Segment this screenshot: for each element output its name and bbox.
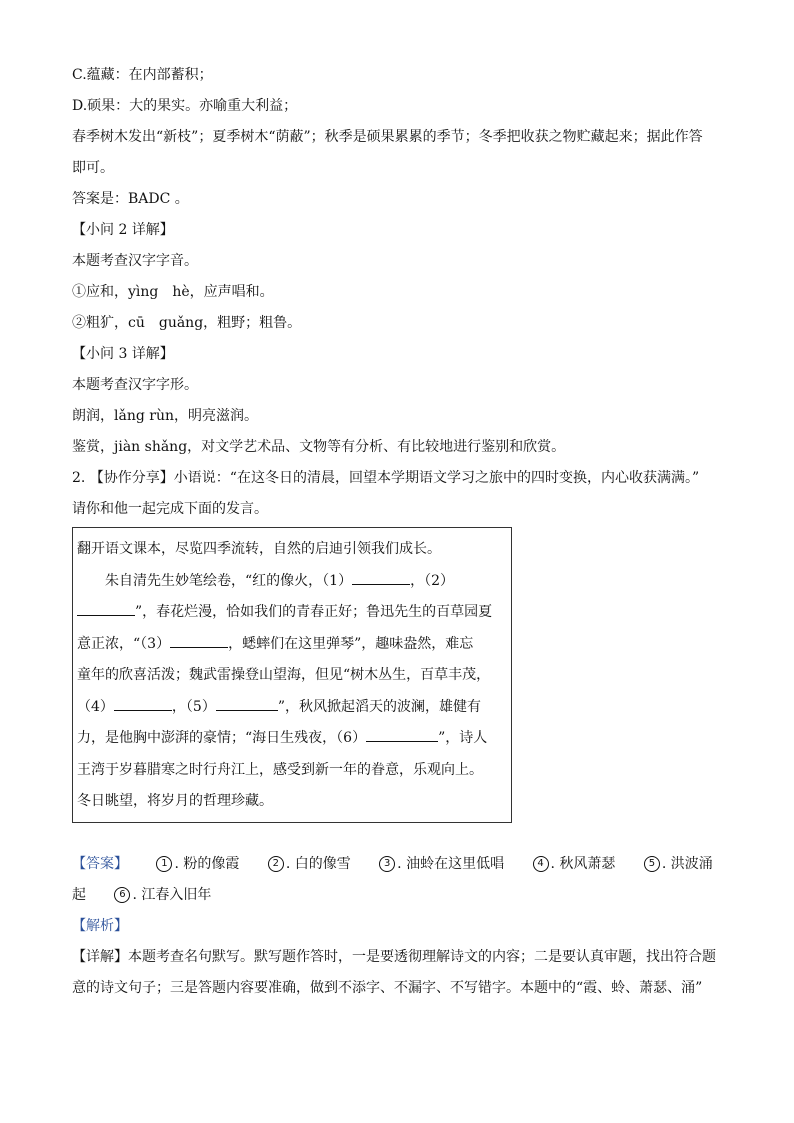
answer-text: 起: [72, 886, 86, 903]
circled-number: 2: [268, 856, 284, 872]
blank-5[interactable]: [216, 696, 278, 711]
detail-line: 意的诗文句子；三是答题内容要准确，做到不添字、不漏字、不写错字。本题中的“霞、蛉、萧瑟、涌”: [72, 979, 703, 996]
box-text: 力，是他胸中澎湃的豪情；“海日生残夜，（6）: [77, 730, 367, 746]
text-line: ②粗犷，cū guǎng，粗野；粗鲁。: [72, 315, 302, 331]
answer-item: 5 . 洪波涌: [644, 856, 713, 872]
text-line: 朗润，lǎng rùn，明亮滋润。: [72, 408, 258, 424]
blank-3[interactable]: [170, 633, 228, 648]
text-line: 春季树木发出“新枝”；夏季树木“荫蔽”；秋季是硕果累累的季节；冬季把收获之物贮藏起来；据此作答: [72, 129, 703, 145]
fill-blank-box: [72, 527, 512, 823]
box-line: 王湾于岁暮腊寒之时行舟江上，感受到新一年的眷意，乐观向上。: [77, 761, 483, 778]
answer-text: 洪波涌: [670, 855, 713, 872]
analysis-label: 【解析】: [72, 917, 128, 934]
answer-item: 2 . 白的像雪: [268, 856, 351, 872]
box-line: 翻开语文课本，尽览四季流转，自然的启迪引领我们成长。: [77, 541, 441, 557]
answer-item: 3 . 油蛉在这里低唱: [379, 856, 504, 872]
analysis-heading: [72, 911, 722, 942]
box-text: 朱自清先生妙笔绘卷，“红的像火，（1）: [105, 572, 353, 589]
box-line: 童年的欣喜活泼；魏武雷操登山望海，但见“树木丛生，百草丰茂，: [77, 667, 491, 683]
text-line: 本题考查汉字字音。: [72, 253, 198, 269]
blank-6[interactable]: [366, 727, 438, 742]
answer-section: [72, 849, 722, 1004]
box-text: 意正浓，“（3）: [77, 635, 171, 652]
blank-1[interactable]: [352, 570, 410, 585]
answer-text: 秋风萧瑟: [559, 855, 616, 872]
text-line: 本题考查汉字字形。: [72, 377, 198, 393]
answer-text: 粉的像霞: [183, 855, 240, 872]
answer-text: 油蛉在这里低唱: [406, 855, 505, 872]
detail-label: 【详解】: [72, 948, 128, 965]
blank-4[interactable]: [114, 696, 172, 711]
answer-item: 6 . 江春入旧年: [114, 887, 211, 903]
box-line: [77, 692, 507, 724]
answer-line: [72, 849, 722, 880]
box-line: 冬日眺望，将岁月的哲理珍藏。: [77, 793, 273, 809]
text-line: 鉴赏，jiàn shǎng，对文学艺术品、文物等有分析、有比较地进行鉴别和欣赏。: [72, 439, 566, 455]
explanation-top: [72, 60, 722, 525]
box-text: ”，秋风掀起滔天的波澜，雄健有: [277, 698, 482, 715]
detail-line: [72, 942, 722, 973]
box-line: [77, 629, 507, 661]
box-text: ，（5）: [171, 698, 216, 715]
box-text: （4）: [77, 698, 114, 715]
section-heading: 【小问 2 详解】: [72, 222, 174, 238]
box-line: [77, 566, 507, 598]
answer-text: 江春入旧年: [141, 886, 212, 903]
circled-number: 4: [533, 856, 549, 872]
answer-text: 白的像雪: [294, 855, 351, 872]
answer-item: 1 . 粉的像霞: [156, 856, 239, 872]
text-line: 请你和他一起完成下面的发言。: [72, 501, 268, 517]
box-line: [77, 723, 507, 755]
box-text: ，蟋蟀们在这里弹琴”，趣味盎然，难忘: [228, 635, 474, 652]
section-heading: 【小问 3 详解】: [72, 346, 174, 362]
box-line: [77, 597, 507, 629]
text-line: C.蕴藏：在内部蓄积；: [72, 67, 213, 83]
answer-item: 4 . 秋风萧瑟: [533, 856, 616, 872]
box-text: ”，诗人: [438, 730, 488, 746]
box-text: ，（2）: [410, 572, 454, 589]
question-2: 2. 【协作分享】小语说：“在这冬日的清晨，回望本学期语文学习之旅中的四时变换，内心收获满满。”: [72, 470, 700, 486]
answer-label: 【答案】: [72, 855, 128, 872]
circled-number: 6: [114, 887, 130, 903]
blank-2[interactable]: [77, 601, 135, 616]
circled-number: 1: [156, 856, 172, 872]
text-line: D.硕果：大的果实。亦喻重大利益；: [72, 98, 298, 114]
circled-number: 5: [644, 856, 660, 872]
answer-line: [72, 880, 722, 911]
text-line: 答案是：BADC 。: [72, 191, 189, 207]
text-line: 即可。: [72, 160, 114, 176]
box-text: ”，春花烂漫，恰如我们的青春正好；鲁迅先生的百草园夏: [135, 604, 493, 620]
text-line: ①应和，yìng hè，应声唱和。: [72, 284, 274, 300]
detail-text: 本题考查名句默写。默写题作答时，一是要透彻理解诗文的内容；二是要认真审题，找出符合题: [128, 948, 716, 965]
circled-number: 3: [379, 856, 395, 872]
document-page: [72, 60, 722, 1004]
